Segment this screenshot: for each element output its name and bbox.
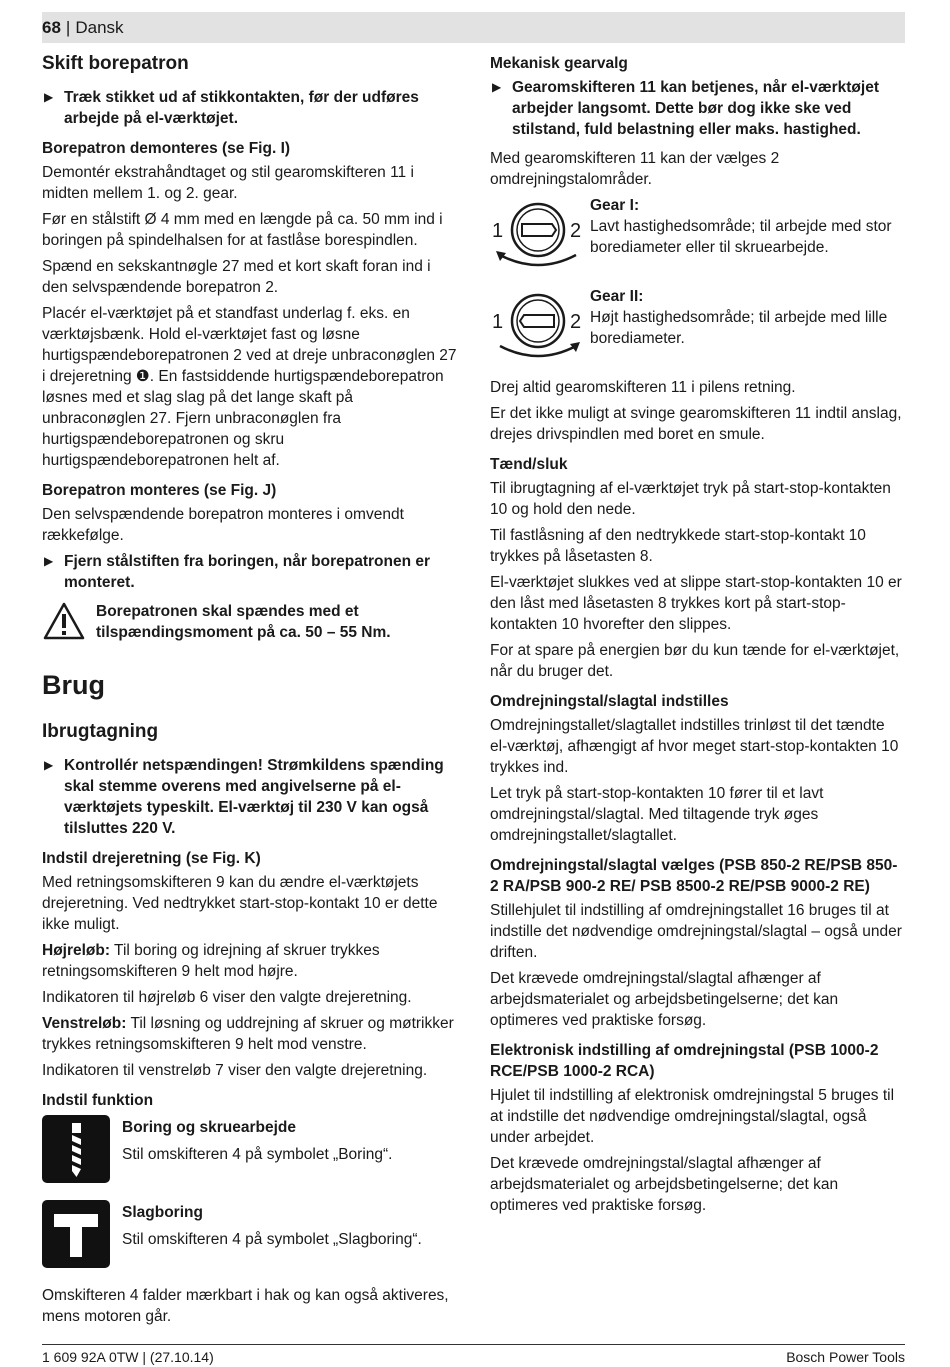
gear-1-text: Lavt hastighedsområde; til arbejde med stor borediameter eller til skruearbejde. xyxy=(590,218,892,256)
bullet-remove-pin-text: Fjern stålstiften fra boringen, når borepatronen er monteret. xyxy=(64,553,431,591)
bullet-arrow-icon: ▶ xyxy=(44,554,54,568)
dial-label-2: 2 xyxy=(570,220,582,242)
para-lock: Til fastlåsning af den nedtrykkede start-stop-kontakt 10 trykkes på låsetasten 8. xyxy=(490,527,866,565)
function-hammer xyxy=(42,1200,460,1273)
para-speed-set-1: Omdrejningstallet/slagtallet indstilles trinløst til det tændte el-værktøj, afhængigt af hvor meget start-stop-kontakten 10 trykkes ind. xyxy=(490,717,899,776)
bullet-voltage xyxy=(42,755,460,839)
heading-onoff: Tænd/sluk xyxy=(490,456,568,473)
gear-1-title: Gear I: xyxy=(590,197,640,214)
para-right-run xyxy=(42,940,460,982)
para-left-indicator: Indikatoren til venstreløb 7 viser den valgte drejeretning. xyxy=(42,1062,428,1079)
para-demount-1: Demontér ekstrahåndtaget og stil gearomskifteren 11 i midten mellem 1. og 2. gear. xyxy=(42,164,414,202)
bullet-remove-pin xyxy=(42,551,460,593)
gear-2-title: Gear II: xyxy=(590,288,644,305)
heading-function: Indstil funktion xyxy=(42,1092,154,1109)
warning-text: Borepatronen skal spændes med et tilspændingsmoment på ca. 50 – 55 Nm. xyxy=(96,603,391,641)
gear-1-block xyxy=(490,195,905,278)
header-separator: | xyxy=(65,17,71,37)
para-off: El-værktøjet slukkes ved at slippe start-stop-kontakten 10 er den låst med låsetasten 8 trykkes kort på start-stop-kontakten 10 hvorefter den slippes. xyxy=(490,574,902,633)
bullet-arrow-icon: ▶ xyxy=(44,758,54,772)
warning-block xyxy=(42,601,460,646)
para-elec-1: Hjulet til indstilling af elektronisk omdrejningstal 5 bruges til at indstille det nødvendige omdrejningstal/slagtal, også under arbejdet. xyxy=(490,1087,895,1146)
heading-direction: Indstil drejeretning (se Fig. K) xyxy=(42,850,261,867)
heading-gear: Mekanisk gearvalg xyxy=(490,55,628,72)
heading-demount: Borepatron demonteres (se Fig. I) xyxy=(42,140,291,157)
para-speed-set-2: Let tryk på start-stop-kontakten 10 fører til et lavt omdrejningstal/slagtal. Med tiltagende tryk øges omdrejningstallet/slagtallet. xyxy=(490,785,824,844)
dial-label-2: 2 xyxy=(570,311,582,333)
gear-2-block xyxy=(490,286,905,369)
bullet-voltage-text: Kontrollér netspændingen! Strømkildens spænding skal stemme overens med angivelserne på el-værktøjets typeskilt. El-værktøj til 230 V kan også tilsluttes 220 V. xyxy=(64,757,444,837)
footer-brand: Bosch Power Tools xyxy=(786,1349,905,1365)
para-mount: Den selvspændende borepatron monteres i omvendt rækkefølge. xyxy=(42,506,404,544)
para-direction: Med retningsomskifteren 9 kan du ændre el-værktøjets drejeretning. Ved nedtrykket start-stop-kontakt 10 er dette ikke muligt. xyxy=(42,874,438,933)
para-left-run xyxy=(42,1013,460,1055)
heading-speed-set: Omdrejningstal/slagtal indstilles xyxy=(490,693,729,710)
para-energy: For at spare på energien bør du kun tænde for el-værktøjet, når du bruger det. xyxy=(490,642,900,680)
function-hammer-text: Stil omskifteren 4 på symbolet „Slagboring“. xyxy=(122,1231,422,1248)
dial-label-1: 1 xyxy=(492,220,504,242)
left-column xyxy=(42,50,460,1332)
heading-speed-select: Omdrejningstal/slagtal vælges (PSB 850-2 RE/PSB 850-2 RA/PSB 900-2 RE/ PSB 8500-2 RE/PSB 9000-2 RE) xyxy=(490,857,898,895)
bullet-arrow-icon: ▶ xyxy=(44,90,54,104)
warning-triangle-icon xyxy=(42,601,96,646)
text-left-run: Til løsning og uddrejning af skruer og møtrikker trykkes retningsomskifteren 9 helt mod venstre. xyxy=(42,1015,454,1053)
para-select-1: Stillehjulet til indstilling af omdrejningstallet 16 bruges til at indstille det nødvendige omdrejningstal/slagtal – også under driften. xyxy=(490,902,902,961)
section-title-brug: Brug xyxy=(42,670,105,700)
para-gear: Med gearomskifteren 11 kan der vælges 2 omdrejningstalområder. xyxy=(490,150,780,188)
section-title-skift: Skift borepatron xyxy=(42,53,189,74)
function-drill xyxy=(42,1115,460,1188)
function-drill-title: Boring og skruearbejde xyxy=(122,1119,296,1136)
para-right-indicator: Indikatoren til højreløb 6 viser den valgte drejeretning. xyxy=(42,989,412,1006)
dial-label-1: 1 xyxy=(492,311,504,333)
para-nostop: Er det ikke muligt at svinge gearomskifteren 11 indtil anslag, drejes drivspindlen med boret en smule. xyxy=(490,405,902,443)
function-hammer-title: Slagboring xyxy=(122,1204,203,1221)
bullet-gear xyxy=(490,77,905,140)
header-language: Dansk xyxy=(75,17,124,37)
heading-electronic: Elektronisk indstilling af omdrejningstal (PSB 1000-2 RCE/PSB 1000-2 RCA) xyxy=(490,1042,879,1080)
page-number: 68 xyxy=(42,17,61,37)
bullet-unplug-text: Træk stikket ud af stikkontakten, før der udføres arbejde på el-værktøjet. xyxy=(64,89,419,127)
page-header xyxy=(42,12,905,43)
right-column xyxy=(490,50,905,1221)
text-right-run: Til boring og idrejning af skruer trykkes retningsomskifteren 9 helt mod højre. xyxy=(42,942,380,980)
para-demount-3: Spænd en sekskantnøgle 27 med et kort skaft foran ind i den selvspændende borepatron 2. xyxy=(42,258,431,296)
label-left-run: Venstreløb: xyxy=(42,1015,127,1032)
footer-doc-code: 1 609 92A 0TW | (27.10.14) xyxy=(42,1349,214,1365)
hammer-icon xyxy=(42,1200,122,1273)
drill-bit-icon xyxy=(42,1115,122,1188)
gear-dial-2-icon xyxy=(490,286,590,369)
bullet-arrow-icon: ▶ xyxy=(492,80,502,94)
para-demount-2: Før en stålstift Ø 4 mm med en længde på ca. 50 mm ind i boringen på spindelhalsen for at fastlåse borespindlen. xyxy=(42,211,443,249)
label-right-run: Højreløb: xyxy=(42,942,111,959)
para-select-2: Det krævede omdrejningstal/slagtal afhænger af arbejdsmaterialet og arbejdsbetingelserne; det kan optimeres ved praktiske forsøg. xyxy=(490,970,839,1029)
section-title-ibrug: Ibrugtagning xyxy=(42,721,159,742)
gear-2-text: Højt hastighedsområde; til arbejde med lille borediameter. xyxy=(590,309,888,347)
para-arrow: Drej altid gearomskifteren 11 i pilens retning. xyxy=(490,379,796,396)
bullet-gear-text: Gearomskifteren 11 kan betjenes, når el-værktøjet arbejder langsomt. Dette bør dog ikke ske ved stilstand, fuld belastning eller maks. hastighed. xyxy=(512,79,879,138)
bullet-unplug xyxy=(42,87,460,129)
heading-mount: Borepatron monteres (se Fig. J) xyxy=(42,482,277,499)
footer-divider xyxy=(42,1344,905,1345)
function-drill-text: Stil omskifteren 4 på symbolet „Boring“. xyxy=(122,1146,393,1163)
para-on: Til ibrugtagning af el-værktøjet tryk på start-stop-kontakten 10 og hold den nede. xyxy=(490,480,891,518)
para-elec-2: Det krævede omdrejningstal/slagtal afhænger af arbejdsmaterialet og arbejdsbetingelserne; det kan optimeres ved praktiske forsøg. xyxy=(490,1155,839,1214)
para-demount-4: Placér el-værktøjet på et standfast underlag f. eks. en værktøjsbænk. Hold el-værktøjet fast og løsne hurtigspændeborepatronen 2 ved at dreje unbraconøglen 27 i drejeretning ❶. En fastsiddende hurtigspændeborepatron løsnes med et slag slag på det lange skaft på unbraconøglen 27. Fjern unbraconøglen fra hurtigspændeborepatronen og skru hurtigspændeborepatronen helt af. xyxy=(42,305,457,469)
para-switch: Omskifteren 4 falder mærkbart i hak og kan også aktiveres, mens motoren går. xyxy=(42,1287,449,1325)
gear-dial-1-icon xyxy=(490,195,590,278)
